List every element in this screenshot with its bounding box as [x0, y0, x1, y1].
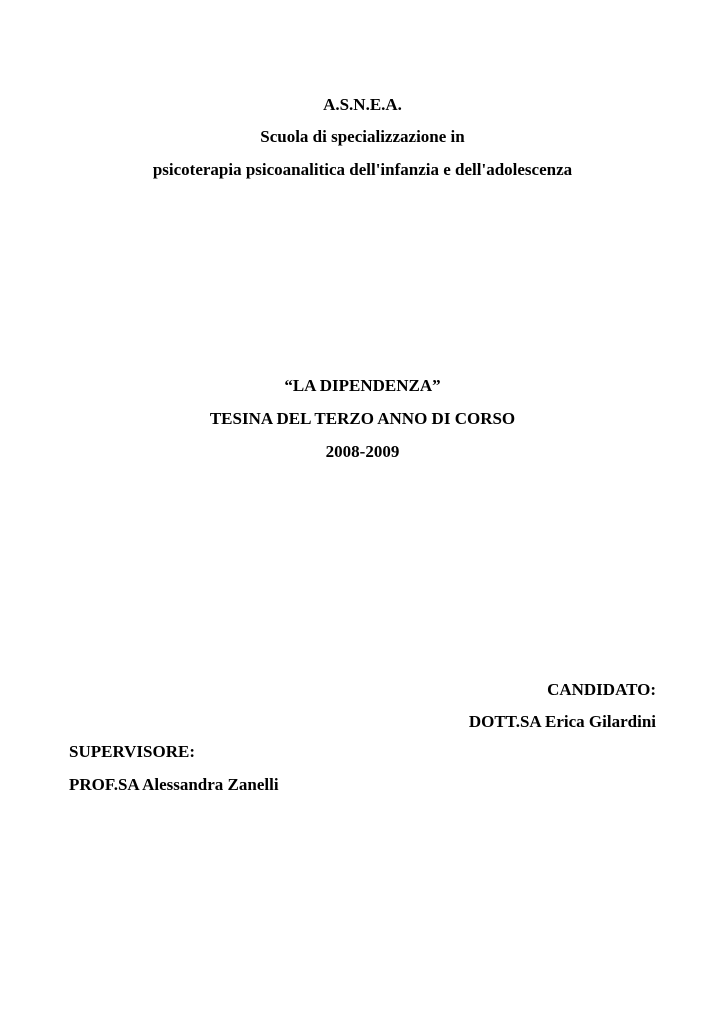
supervisor-label: SUPERVISORE:: [69, 742, 195, 761]
thesis-title: “LA DIPENDENZA”: [284, 376, 441, 395]
school-line-1: Scuola di specializzazione in: [260, 127, 465, 146]
supervisor-name: PROF.SA Alessandra Zanelli: [69, 775, 279, 794]
institution-name: A.S.N.E.A.: [323, 95, 402, 114]
candidate-name: DOTT.SA Erica Gilardini: [468, 712, 656, 731]
thesis-subtitle: TESINA DEL TERZO ANNO DI CORSO: [209, 409, 516, 428]
candidate-label: CANDIDATO:: [547, 680, 656, 699]
school-line-2: psicoterapia psicoanalitica dell'infanzia e dell'adolescenza: [152, 160, 573, 179]
thesis-years: 2008-2009: [325, 442, 400, 461]
